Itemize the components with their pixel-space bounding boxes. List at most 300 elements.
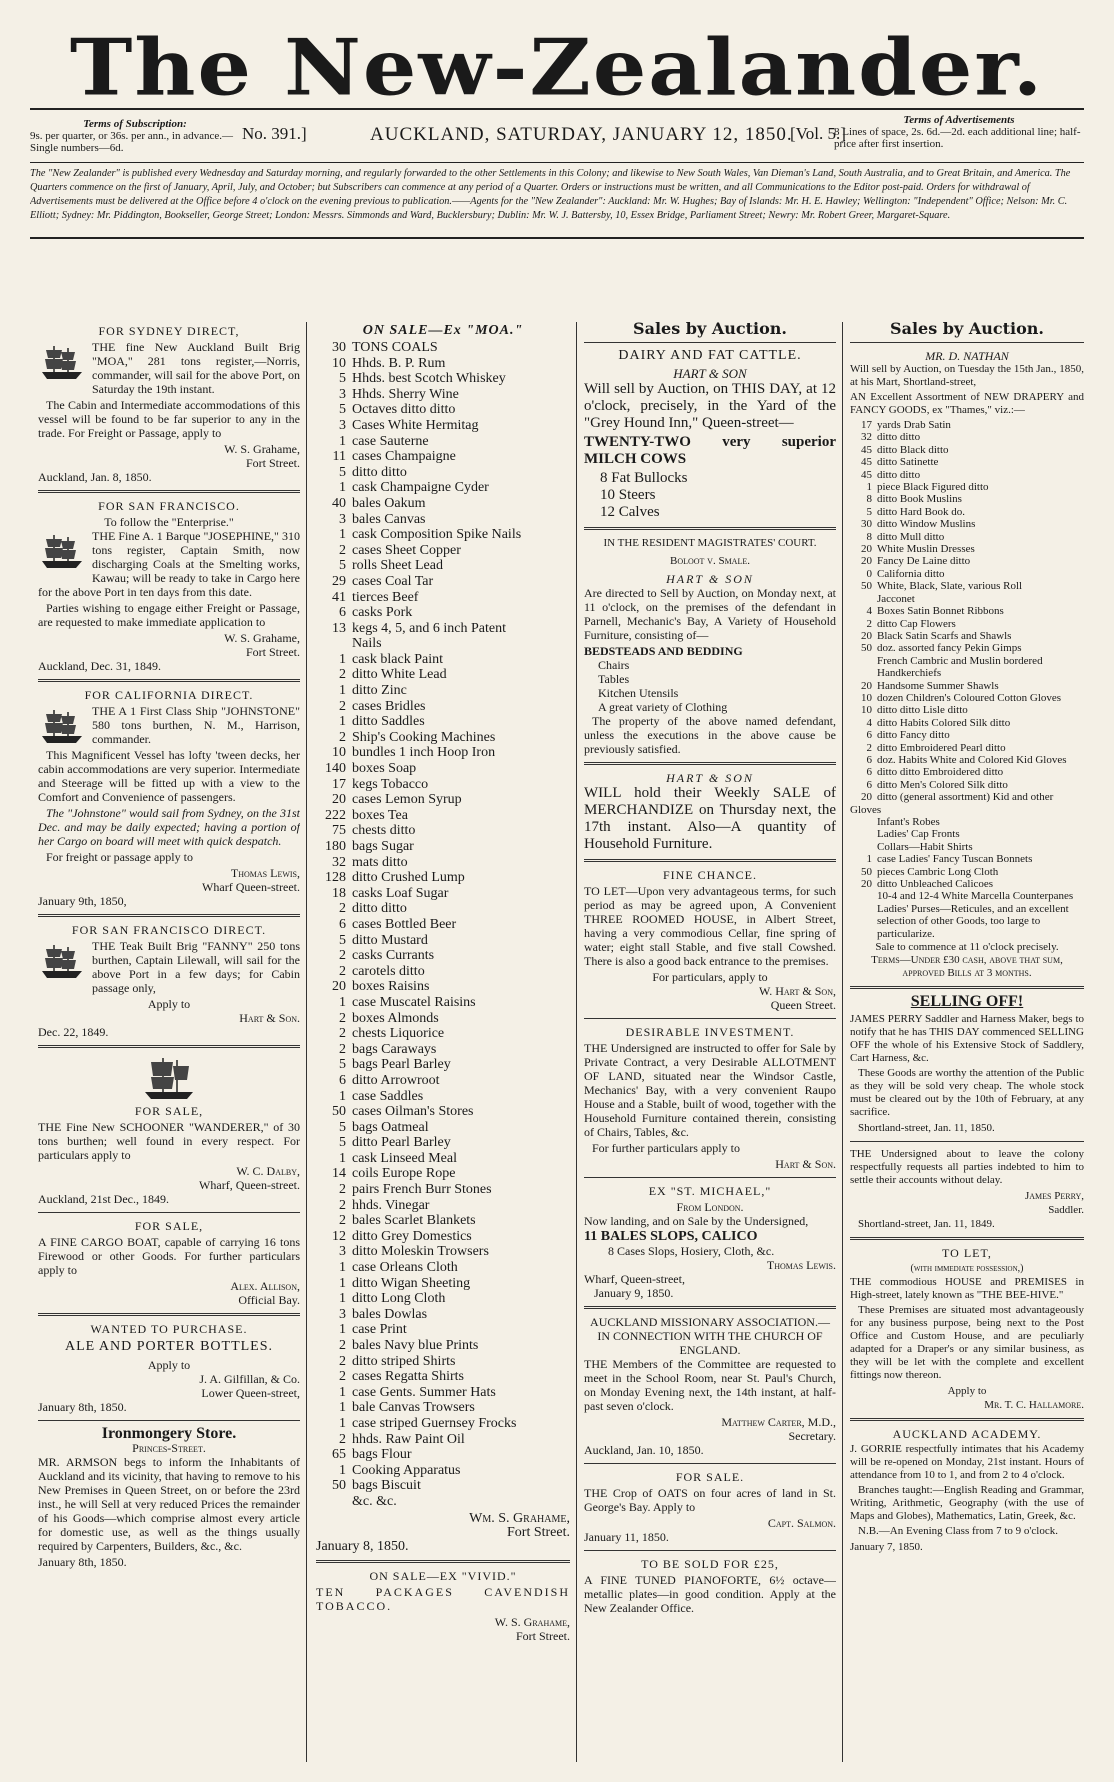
- list-item: [316, 1151, 570, 1167]
- list-item: [850, 704, 1084, 716]
- item-quantity: 5: [339, 1119, 346, 1135]
- item-quantity: 6: [866, 729, 872, 742]
- masthead-title: The New-Zealander.: [69, 22, 1045, 114]
- item-quantity: 0: [866, 567, 872, 580]
- item-description: case Print: [352, 1322, 407, 1338]
- ad-court: [584, 536, 836, 756]
- item-description: California ditto: [877, 567, 945, 580]
- list-item: [850, 481, 1084, 493]
- item-description: cask Linseed Meal: [352, 1150, 457, 1166]
- ad-body: THE Crop of OATS on four acres of land in St. George's Bay. Apply to: [584, 1486, 836, 1514]
- item-quantity: 1: [339, 714, 346, 730]
- item-description: case Gents. Summer Hats: [352, 1384, 496, 1400]
- item-quantity: 3: [339, 386, 346, 402]
- item-quantity: 3: [339, 1244, 346, 1260]
- list-item: [316, 1463, 570, 1479]
- item-description: cases Coal Tar: [352, 573, 434, 589]
- divider: [584, 342, 836, 343]
- item-quantity: 45: [861, 443, 872, 456]
- list-item: [316, 1089, 570, 1105]
- ad-date: January 11, 1850.: [584, 1530, 669, 1544]
- item-quantity: 6: [866, 766, 872, 779]
- ad-body: THE Fine A. 1 Barque "JOSEPHINE," 310 tons register, Captain Smith, now discharging Coals at the Smelting works, Kawau; will be ready to take in Cargo here for the above Port in ten days from this date.: [38, 529, 300, 599]
- list-item: [316, 1400, 570, 1416]
- list-item: [316, 1104, 570, 1120]
- item-quantity: 222: [325, 807, 346, 823]
- list-item: [850, 742, 1084, 754]
- ad-body: TEN PACKAGES CAVENDISH TOBACCO.: [316, 1584, 570, 1613]
- ad-item: A great variety of Clothing: [598, 700, 728, 714]
- item-description: ditto Grey Domestics: [352, 1228, 472, 1244]
- list-item: [316, 792, 570, 808]
- item-description: &c. &c.: [352, 1493, 397, 1509]
- list-item: [316, 745, 570, 761]
- item-description: bales Scarlet Blankets: [352, 1213, 476, 1229]
- list-item: [850, 456, 1084, 468]
- item-quantity: 32: [861, 431, 872, 444]
- item-quantity: 10: [861, 691, 872, 704]
- ad-heading: WANTED TO PURCHASE.: [90, 1322, 248, 1336]
- item-description: cases Champaigne: [352, 449, 456, 465]
- item-description: Octaves ditto ditto: [352, 402, 456, 418]
- section-heading: Sales by Auction.: [633, 322, 787, 338]
- item-description: case Sauterne: [352, 433, 429, 449]
- list-item: [316, 917, 570, 933]
- ad-address: Official Bay.: [238, 1293, 300, 1307]
- list-item: [316, 1338, 570, 1354]
- item-description: Infant's Robes: [877, 816, 940, 828]
- item-description: bags Sugar: [352, 839, 414, 854]
- columns-top-rule: [30, 237, 1084, 239]
- ad-body: These Premises are situated most advantageously for any business purpose, being next to the Post Office and Custom House, and are peculiarly adapted for a Draper's or any similar business, as they will be let with the complete and excellent fittings now thereon.: [850, 1304, 1084, 1382]
- item-description: tierces Beef: [352, 589, 419, 605]
- ad-heading: FOR SALE,: [134, 1219, 204, 1233]
- ad-item: BEDSTEADS AND BEDDING: [584, 644, 743, 658]
- item-description: cases Bridles: [352, 698, 426, 714]
- item-description: boxes Almonds: [352, 1010, 439, 1026]
- item-description: Handsome Summer Shawls: [877, 679, 999, 692]
- item-description: boxes Soap: [352, 761, 417, 777]
- list-item: [316, 1322, 570, 1338]
- ad-body: The property of the above named defendant, unless the executions in the above cause be previously satisfied.: [584, 714, 836, 756]
- item-description: ditto Fancy ditto: [877, 729, 950, 742]
- list-item: [850, 431, 1084, 443]
- list-item: [850, 630, 1084, 642]
- item-description: boxes Raisins: [352, 979, 430, 995]
- item-description: Ladies' Purses—Reticules, and an excellent selection of other Goods, too large to particularize.: [877, 902, 1069, 940]
- item-description: ditto Embroidered Pearl ditto: [877, 741, 1006, 754]
- divider: [584, 1306, 836, 1309]
- ad-firm: MR. D. NATHAN: [925, 349, 1009, 363]
- list-item: [316, 1026, 570, 1042]
- list-item: [850, 543, 1084, 555]
- item-quantity: 1: [339, 1291, 346, 1307]
- ad-body: THE A 1 First Class Ship "JOHNSTONE" 580 tons burthen, N. M., Harrison, commander.: [92, 704, 300, 746]
- item-quantity: 4: [866, 605, 872, 618]
- list-item: [316, 636, 570, 652]
- item-description: bags Caraways: [352, 1041, 437, 1057]
- column-3: [584, 322, 836, 1772]
- ad-body: Will sell by Auction, on THIS DAY, at 12 o'clock, precisely, in the Yard of the "Grey Hound Inn," Queen-street—: [584, 381, 836, 431]
- item-quantity: 1: [339, 1415, 346, 1431]
- subscription-label: Terms of Subscription:: [83, 118, 187, 130]
- ad-oats: [584, 1470, 836, 1544]
- list-item: [316, 761, 570, 777]
- ad-heading: TO BE SOLD FOR £25,: [641, 1557, 779, 1571]
- divider: [584, 1463, 836, 1464]
- divider: [38, 1420, 300, 1421]
- list-item: [850, 618, 1084, 630]
- ad-signature: Thomas Lewis,: [230, 866, 300, 880]
- item-description: cases Bottled Beer: [352, 916, 457, 932]
- divider: [584, 762, 836, 765]
- ad-address: Wharf, Queen-street.: [199, 1178, 300, 1192]
- schooner-icon: [139, 1054, 199, 1102]
- ad-address: Fort Street.: [246, 456, 300, 470]
- item-quantity: 10: [332, 745, 346, 761]
- divider: [584, 527, 836, 530]
- item-quantity: 2: [339, 1041, 346, 1057]
- ad-body: TWENTY-TWO very superior MILCH COWS: [584, 434, 836, 467]
- ad-san-francisco: [38, 499, 300, 673]
- item-description: Cooking Apparatus: [352, 1462, 461, 1478]
- item-description: yards Drab Satin: [877, 419, 951, 431]
- publishing-note: The "New Zealander" is published every Wednesday and Saturday morning, and regularly forwarded to the other Settlements in this Colony; and likewise to New South Wales, Van Dieman's Land, South Australia, and to Great Britain, and America. The Quarters commence on the first of January, April, July, and October; but Subscribers can commence at any period of a Quarter. Orders or instructions must be written, and all Communications to the Editor post-paid. Orders for withdrawal of Advertisements must be delivered at the Office before 4 o'clock on the evening previous to publication.——Agents for the "New Zealander": Auckland: Mr. W. Hughes; Bay of Islands: Mr. H. E. Hawley; Wellington: "Independent" Office; Nelson: Mr. C. Elliott; Sydney: Mr. Piddington, Bookseller, George Street; London: Messrs. Simmonds and Ward, Bucklersbury; Dublin: Mr. W. J. Battersby, 10, Essex Bridge, Parliament Street; Newry: Mr. Robert Greer, Margaret-Square.: [30, 168, 1071, 221]
- ad-wanted: [38, 1322, 300, 1414]
- list-item: [316, 418, 570, 434]
- item-description: hhds. Vinegar: [352, 1197, 430, 1213]
- item-description: Collars—Habit Shirts: [877, 840, 973, 853]
- ad-body: J. GORRIE respectfully intimates that his Academy will be re-opened on Monday, 21st instant. Hours of attendance from 10 to 1, and from 2 to 4 o'clock.: [850, 1443, 1084, 1482]
- divider: [38, 1212, 300, 1213]
- item-quantity: 5: [339, 464, 346, 480]
- item-quantity: 6: [339, 605, 346, 621]
- list-item: [850, 903, 1084, 940]
- item-quantity: 2: [339, 1338, 346, 1353]
- ad-heading: DAIRY AND FAT CATTLE.: [618, 348, 802, 363]
- list-item: [850, 518, 1084, 530]
- item-quantity: 140: [325, 761, 346, 777]
- item-quantity: 13: [332, 620, 346, 636]
- item-quantity: 2: [339, 542, 346, 558]
- ad-firm: HART & SON: [673, 366, 747, 381]
- item-description: coils Europe Rope: [352, 1166, 456, 1182]
- item-quantity: 20: [861, 555, 872, 568]
- list-item: [316, 667, 570, 683]
- subscription-text: 9s. per quarter, or 36s. per ann., in advance.—Single numbers—6d.: [30, 130, 233, 154]
- item-quantity: 180: [325, 839, 346, 854]
- ad-body: THE Members of the Committee are requested to meet in the School Room, near St. Paul's Church, on Monday Evening next, the 14th instant, at half-past seven o'clock.: [584, 1357, 836, 1413]
- ad-body: TO LET—Upon very advantageous terms, for such period as may be agreed upon, A Convenient THREE ROOMED HOUSE, in Albert Street, having a very commodious Cellar, fine spring of water; eight stall Stable, and five stall Cowshed. There is also a good back entrance to the premises.: [584, 884, 836, 968]
- list-item: [316, 1494, 570, 1510]
- ad-subheading: To follow the "Enterprise.": [104, 515, 234, 529]
- section-heading: Sales by Auction.: [890, 322, 1044, 338]
- column-4: [850, 322, 1084, 1772]
- ad-date: Shortland-street, Jan. 11, 1849.: [858, 1218, 995, 1231]
- list-item: [316, 1276, 570, 1292]
- ad-signature: Mr. T. C. Hallamore.: [984, 1399, 1084, 1412]
- item-description: cask Champaigne Cyder: [352, 480, 489, 496]
- list-item: [316, 652, 570, 668]
- list-item: [316, 886, 570, 902]
- list-item: [850, 754, 1084, 766]
- ad-address: Fort Street.: [246, 645, 300, 659]
- list-item: [316, 402, 570, 418]
- list-item: [316, 933, 570, 949]
- item-description: ditto Mustard: [352, 932, 428, 948]
- ad-body: The Cabin and Intermediate accommodations of this vessel will be found to be far superior to any in the trade. For Freight or Passage, apply to: [38, 398, 300, 440]
- divider: [38, 1045, 300, 1048]
- item-quantity: 50: [861, 580, 872, 593]
- list-item: [850, 779, 1084, 791]
- issue-date: AUCKLAND, SATURDAY, JANUARY 12, 1850.: [370, 124, 793, 145]
- item-quantity: 50: [861, 865, 872, 878]
- ad-date: January 8th, 1850.: [38, 1400, 127, 1414]
- item-quantity: 20: [861, 679, 872, 692]
- ad-schooner: [38, 1054, 300, 1206]
- list-item: [850, 642, 1084, 654]
- item-description: bales Dowlas: [352, 1306, 428, 1322]
- divider: [38, 914, 300, 917]
- ad-body: THE commodious HOUSE and PREMISES in High-street, lately known as "THE BEE-HIVE.": [850, 1276, 1084, 1302]
- ad-cattle: [584, 349, 836, 521]
- item-description: piece Black Figured ditto: [877, 481, 989, 494]
- item-description: rolls Sheet Lead: [352, 558, 443, 574]
- ad-body: Apply to: [147, 1358, 191, 1372]
- ad-terms: Terms—Under £30 cash, above that sum, approved Bills at 3 months.: [871, 954, 1063, 980]
- item-description: ditto Men's Colored Silk ditto: [877, 778, 1008, 791]
- item-description: Ladies' Cap Fronts: [877, 828, 960, 841]
- ad-weekly-sale: [584, 771, 836, 853]
- ad-body: THE fine New Auckland Built Brig "MOA," 281 tons register,—Norris, commander, will sail for the above Port, on Saturday the 19th instant.: [92, 340, 300, 396]
- list-item: [316, 1291, 570, 1307]
- list-item: [316, 714, 570, 730]
- item-quantity: 2: [339, 698, 346, 714]
- item-description: bags Oatmeal: [352, 1119, 429, 1135]
- info-bar: [30, 110, 1084, 162]
- item-description: Black Satin Scarfs and Shawls: [877, 629, 1012, 642]
- ad-heading: ON SALE—Ex "MOA.": [362, 323, 524, 338]
- list-item: [316, 1057, 570, 1073]
- item-description: ditto ditto: [877, 468, 921, 481]
- list-item: [316, 808, 570, 824]
- list-item: [316, 590, 570, 606]
- item-quantity: 75: [332, 823, 346, 839]
- list-item: [316, 527, 570, 543]
- ad-item: 11 BALES SLOPS, CALICO: [584, 1229, 758, 1244]
- item-description: White Muslin Dresses: [877, 543, 975, 556]
- ad-signature: J. A. Gilfillan, & Co.: [199, 1372, 300, 1386]
- item-description: kegs Tobacco: [352, 776, 429, 792]
- ad-firm: HART & SON: [666, 771, 754, 785]
- divider: [584, 1177, 836, 1178]
- ad-signature: Hart & Son.: [239, 1011, 300, 1025]
- item-description: ditto (general assortment) Kid and other Gloves: [850, 791, 1054, 816]
- item-quantity: 6: [339, 916, 346, 932]
- list-item: [316, 1478, 570, 1494]
- ad-sydney: [38, 324, 300, 484]
- item-quantity: 5: [339, 558, 346, 574]
- item-description: cask black Paint: [352, 651, 443, 667]
- item-quantity: 1: [339, 1462, 346, 1478]
- item-description: TONS COALS: [352, 340, 438, 355]
- item-description: Ship's Cooking Machines: [352, 729, 496, 745]
- ad-terms: Sale to commence at 11 o'clock precisely.: [875, 941, 1059, 954]
- item-quantity: 1: [339, 480, 346, 496]
- item-description: ditto Arrowroot: [352, 1072, 440, 1088]
- item-description: Hhds. B. P. Rum: [352, 355, 446, 371]
- list-item: [316, 948, 570, 964]
- list-item: [316, 558, 570, 574]
- list-item: [316, 964, 570, 980]
- ad-body: Now landing, and on Sale by the Undersigned,: [584, 1214, 809, 1228]
- ad-item: Chairs: [598, 658, 630, 672]
- ad-address: Queen Street.: [770, 998, 836, 1012]
- list-item: [316, 1182, 570, 1198]
- item-quantity: 2: [339, 1213, 346, 1229]
- ad-signature: W. C. Dalby,: [236, 1164, 300, 1178]
- item-description: bags Pearl Barley: [352, 1057, 451, 1073]
- list-item: [850, 729, 1084, 741]
- item-quantity: 20: [861, 791, 872, 804]
- ad-body: A FINE TUNED PIANOFORTE, 6½ octave—metallic plates—in good condition. Apply at the New Zealander Office.: [584, 1573, 836, 1615]
- item-quantity: 5: [339, 1135, 346, 1151]
- ad-investment: [584, 1025, 836, 1171]
- ad-heading: FOR SYDNEY DIRECT,: [98, 324, 240, 338]
- item-quantity: 5: [866, 505, 872, 518]
- item-quantity: 18: [332, 885, 346, 901]
- item-quantity: 10: [861, 704, 872, 717]
- item-quantity: 50: [861, 642, 872, 655]
- list-item: [316, 356, 570, 372]
- ad-item: Tables: [598, 672, 630, 686]
- item-description: ditto Zinc: [352, 683, 407, 699]
- item-quantity: 30: [861, 518, 872, 531]
- ad-heading: FINE CHANCE.: [662, 868, 757, 882]
- list-item: [316, 1229, 570, 1245]
- item-quantity: 11: [332, 449, 346, 465]
- list-item: [850, 531, 1084, 543]
- list-item: [316, 434, 570, 450]
- list-item: [850, 853, 1084, 865]
- ad-heading: IN THE RESIDENT MAGISTRATES' COURT.: [603, 537, 817, 549]
- ad-date: January 9th, 1850,: [38, 894, 127, 908]
- list-item: [316, 1135, 570, 1151]
- item-quantity: 17: [332, 776, 346, 792]
- columns: [38, 322, 1084, 1772]
- ad-st-michael: [584, 1184, 836, 1300]
- list-item: [850, 469, 1084, 481]
- adv-label: Terms of Advertisements: [903, 114, 1015, 126]
- ad-body: Apply to: [147, 997, 191, 1011]
- divider: [850, 1237, 1084, 1240]
- item-quantity: 20: [332, 792, 346, 808]
- list-item: [850, 692, 1084, 704]
- item-description: casks Currants: [352, 948, 435, 964]
- item-description: ditto Long Cloth: [352, 1291, 446, 1307]
- divider: [850, 1141, 1084, 1142]
- item-description: kegs 4, 5, and 6 inch Patent: [352, 620, 506, 636]
- ad-address: Secretary.: [788, 1429, 836, 1443]
- ad-heading: DESIRABLE INVESTMENT.: [625, 1025, 795, 1039]
- list-item: [316, 449, 570, 465]
- ad-piano: [584, 1557, 836, 1615]
- item-quantity: 128: [325, 870, 346, 886]
- ad-body: Apply to: [947, 1385, 987, 1398]
- item-quantity: 1: [339, 1384, 346, 1400]
- ad-body: This Magnificent Vessel has lofty 'tween decks, her cabin accommodations are very superior. Intermediate and Steerage will be fitted up with a view to the Comfort and Convenience of passengers.: [38, 748, 300, 804]
- item-quantity: 1: [339, 1260, 346, 1276]
- item-description: Boxes Satin Bonnet Ribbons: [877, 605, 1004, 618]
- item-description: bundles 1 inch Hoop Iron: [352, 745, 496, 761]
- divider: [584, 1018, 836, 1019]
- ad-body: WILL hold their Weekly SALE of MERCHANDIZE on Thursday next, the 17th instant. Also—A quantity of Household Furniture.: [584, 785, 836, 852]
- item-quantity: 1: [339, 651, 346, 667]
- item-quantity: 8: [866, 493, 872, 506]
- ship-icon: [38, 342, 86, 382]
- list-item: [316, 1447, 570, 1463]
- item-description: cases Oilman's Stores: [352, 1104, 474, 1120]
- ad-academy: [850, 1427, 1084, 1554]
- list-item: [316, 1260, 570, 1276]
- item-description: case Saddles: [352, 1088, 424, 1104]
- ad-cargo-boat: [38, 1219, 300, 1307]
- item-description: Fancy De Laine ditto: [877, 555, 971, 568]
- list-item: [850, 605, 1084, 617]
- item-description: ditto Pearl Barley: [352, 1135, 451, 1151]
- item-quantity: 2: [339, 1369, 346, 1385]
- ad-item: 8 Fat Bullocks: [600, 470, 688, 486]
- ad-address: Lower Queen-street,: [201, 1386, 300, 1400]
- ad-heading: EX "ST. MICHAEL,": [648, 1184, 772, 1198]
- list-item: [850, 655, 1084, 680]
- list-item: [316, 496, 570, 512]
- ad-body: For further particulars apply to: [592, 1141, 740, 1155]
- item-description: ditto ditto: [877, 431, 921, 444]
- item-quantity: 5: [339, 371, 346, 387]
- ad-heading: FOR SAN FRANCISCO.: [98, 499, 240, 513]
- ad-heading: Ironmongery Store.: [101, 1425, 237, 1442]
- ad-signature: James Perry,: [1024, 1190, 1084, 1203]
- ad-body: THE Undersigned are instructed to offer for Sale by Private Contract, a very Desirable ALLOTMENT OF LAND, situated near the Windsor Castle, Mechanics' Bay, with a very convenient Raupo House and a Stable, built of wood, together with the Household Furniture contained therein, consisting of Chairs, Tables, &c.: [584, 1041, 836, 1139]
- item-quantity: 5: [339, 1057, 346, 1073]
- ad-item: 12 Calves: [600, 504, 660, 520]
- ad-signature: Wm. S. Grahame,: [469, 1510, 570, 1526]
- item-description: cases Lemon Syrup: [352, 792, 462, 808]
- ad-fine-chance: [584, 868, 836, 1012]
- ad-heading: FOR SALE.: [675, 1470, 745, 1484]
- item-quantity: 2: [339, 1182, 346, 1198]
- item-quantity: 2: [339, 1197, 346, 1213]
- ad-item: 10 Steers: [600, 487, 656, 503]
- item-quantity: 40: [332, 495, 346, 511]
- column-2: [316, 322, 570, 1772]
- item-description: carotels ditto: [352, 963, 425, 979]
- ad-body: Are directed to Sell by Auction, on Monday next, at 11 o'clock, on the premises of the defendant in Parnell, Mechanic's Bay, A Variety of Household Furniture, consisting of—: [584, 586, 836, 642]
- item-quantity: 2: [339, 948, 346, 964]
- item-quantity: 2: [339, 963, 346, 979]
- ad-signature: Matthew Carter, M.D.,: [721, 1415, 836, 1429]
- list-item: [316, 543, 570, 559]
- column-1: [38, 322, 300, 1772]
- adv-text: 8 Lines of space, 2s. 6d.—2d. each additional line; half-price after first insertion.: [834, 126, 1081, 150]
- advertisement-terms: [834, 114, 1084, 150]
- item-description: bale Canvas Trowsers: [352, 1400, 475, 1416]
- ad-heading: SELLING OFF!: [910, 993, 1024, 1011]
- ad-date: Auckland, Dec. 31, 1849.: [38, 659, 161, 673]
- item-quantity: 1: [339, 1088, 346, 1104]
- item-quantity: 1: [866, 481, 872, 494]
